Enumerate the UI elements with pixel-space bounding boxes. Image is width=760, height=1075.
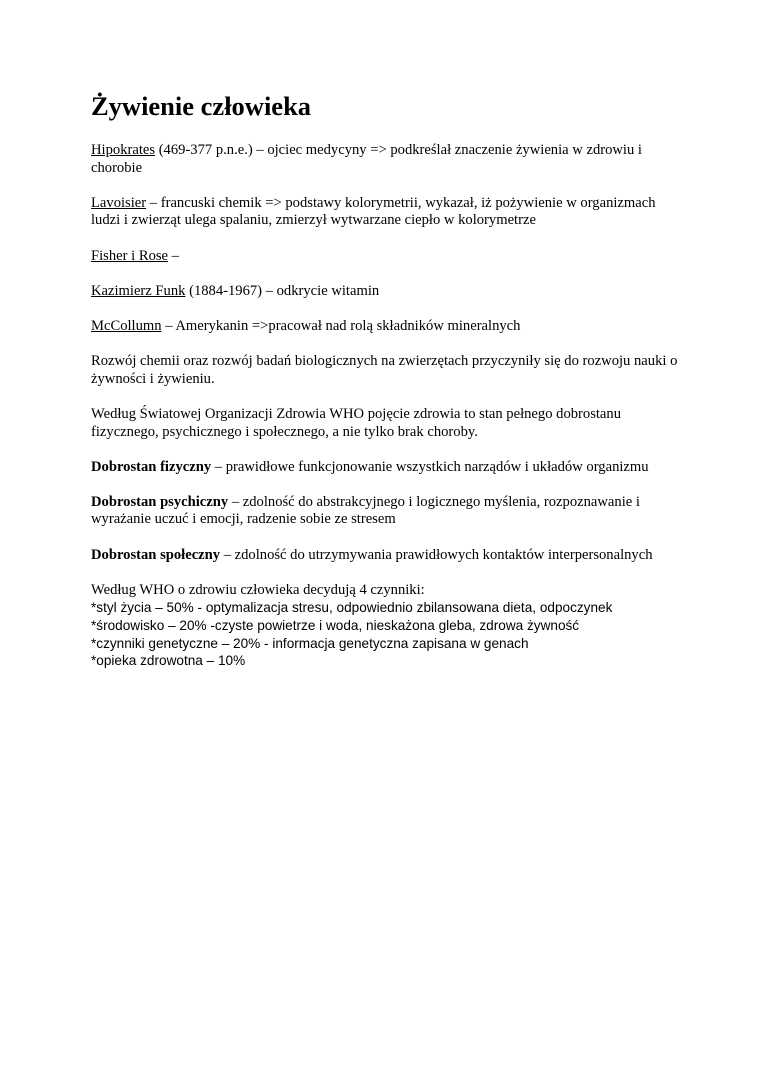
- text-mental-wellbeing: – zdolność do abstrakcyjnego i logicznego myślenia, rozpoznawanie i wyrażanie uczuć i emocji, radzenie sobie ze stresem: [91, 493, 640, 528]
- text-fisher-rose: –: [168, 247, 179, 264]
- paragraph-lavoisier: [91, 195, 681, 230]
- paragraph-hipokrates: [91, 142, 681, 177]
- definition-mental-wellbeing: [91, 494, 681, 529]
- definition-social-wellbeing: [91, 547, 681, 565]
- term-fisher-rose: Fisher i Rose: [91, 247, 169, 264]
- term-lavoisier: Lavoisier: [91, 194, 147, 211]
- factor-genetics: *czynniki genetyczne – 20% - informacja genetyczna zapisana w genach: [91, 635, 529, 651]
- factor-healthcare: *opieka zdrowotna – 10%: [91, 653, 246, 669]
- paragraph-chemistry-development: Rozwój chemii oraz rozwój badań biologicznych na zwierzętach przyczyniły się do rozwoju nauki o żywności i żywieniu.: [91, 353, 678, 387]
- paragraph-fisher-rose: [91, 248, 681, 266]
- text-funk: (1884-1967) – odkrycie witamin: [185, 282, 380, 299]
- text-social-wellbeing: – zdolność do utrzymywania prawidłowych kontaktów interpersonalnych: [220, 546, 653, 563]
- term-social-wellbeing: Dobrostan społeczny: [91, 546, 221, 563]
- term-physical-wellbeing: Dobrostan fizyczny: [91, 458, 212, 475]
- term-hipokrates: Hipokrates: [91, 142, 156, 158]
- paragraph-funk: [91, 283, 681, 301]
- text-hipokrates: (469-377 p.n.e.) – ojciec medycyny => podkreślał znaczenie żywienia w zdrowiu i chorobie: [91, 142, 642, 176]
- term-mccollumn: McCollumn: [91, 317, 162, 334]
- factor-environment: *środowisko – 20% -czyste powietrze i woda, nieskażona gleba, zdrowa żywność: [91, 618, 580, 634]
- term-funk: Kazimierz Funk: [91, 282, 186, 299]
- document-page: [91, 88, 681, 670]
- factors-intro: Według WHO o zdrowiu człowieka decydują 4 czynniki:: [91, 581, 425, 598]
- text-physical-wellbeing: – prawidłowe funkcjonowanie wszystkich narządów i układów organizmu: [211, 458, 649, 475]
- term-mental-wellbeing: Dobrostan psychiczny: [91, 493, 229, 510]
- health-factors-list: [91, 582, 681, 670]
- definition-physical-wellbeing: [91, 459, 681, 477]
- page-title: Żywienie człowieka: [91, 91, 312, 121]
- text-lavoisier: – francuski chemik => podstawy kolorymetrii, wykazał, iż pożywienie w organizmach ludzi i zwierząt ulega spalaniu, zmierzył wytwarzane ciepło w kolorymetrze: [91, 194, 656, 229]
- factor-lifestyle: *styl życia – 50% - optymalizacja stresu, odpowiednio zbilansowana dieta, odpoczynek: [91, 600, 613, 616]
- paragraph-who-health-definition: Według Światowej Organizacji Zdrowia WHO pojęcie zdrowia to stan pełnego dobrostanu fizycznego, psychicznego i społecznego, a nie tylko brak choroby.: [91, 405, 621, 440]
- paragraph-mccollumn: [91, 318, 681, 336]
- text-mccollumn: – Amerykanin =>pracował nad rolą składników mineralnych: [161, 317, 521, 334]
